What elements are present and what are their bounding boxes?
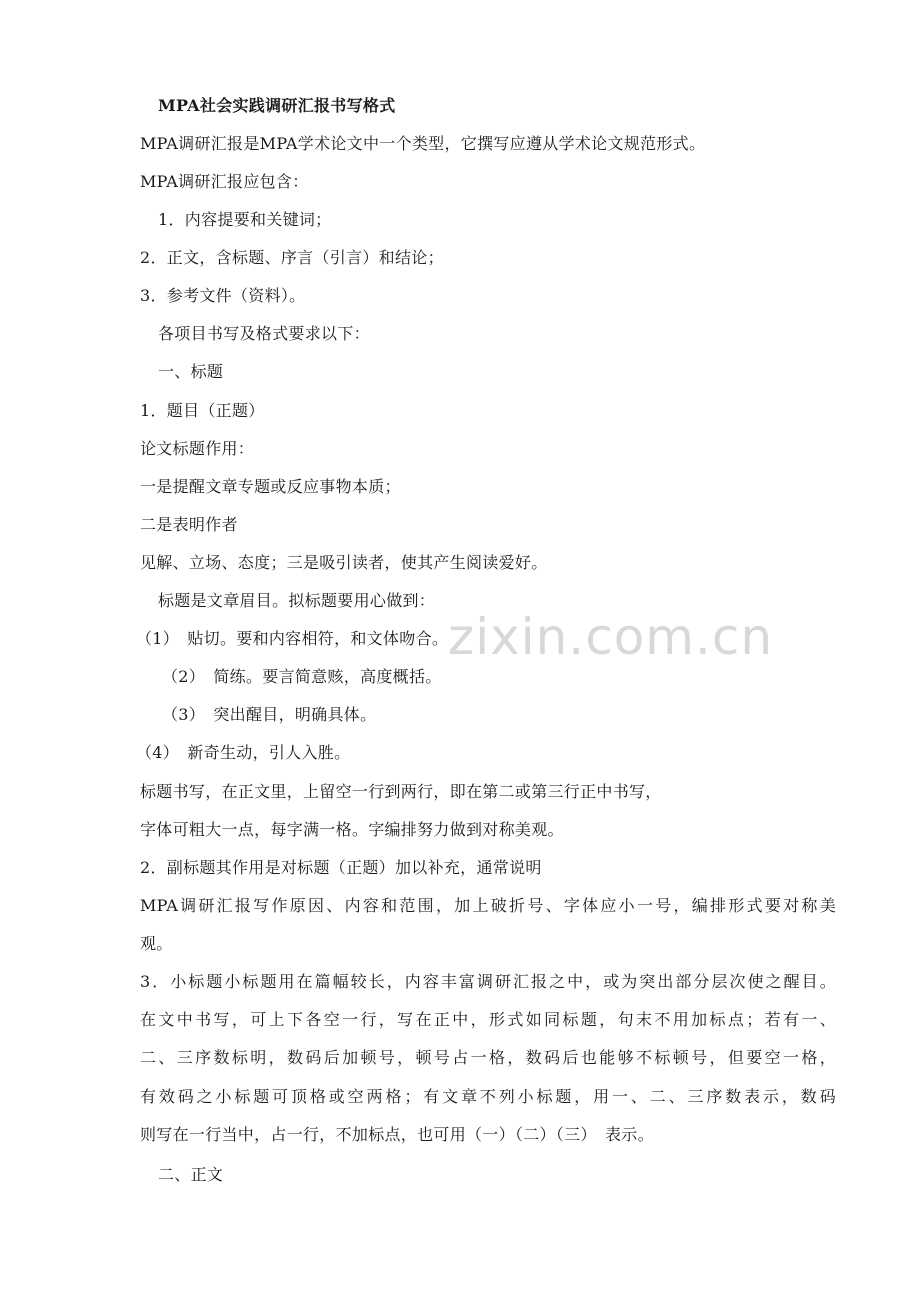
list-item: 1．内容提要和关键词； [158, 210, 332, 229]
subsection-heading: 2．副标题其作用是对标题（正题）加以补充，通常说明 [140, 858, 542, 877]
list-item: 2．正文，含标题、序言（引言）和结论； [140, 248, 444, 267]
list-item: 3．参考文件（资料）。 [140, 286, 306, 305]
paragraph-line: 观。 [140, 934, 173, 953]
list-item: （4） 新奇生动，引人入胜。 [136, 743, 351, 762]
paragraph-line: 3．小标题小标题用在篇幅较长，内容丰富调研汇报之中，或为突出部分层次使之醒目。 [140, 972, 836, 991]
paragraph-line: 二是表明作者 [140, 515, 238, 534]
paragraph-line: 标题书写，在正文里，上留空一行到两行，即在第二或第三行正中书写， [140, 782, 662, 801]
section-heading: 一、标题 [158, 362, 224, 381]
paragraph-line: MPA调研汇报是MPA学术论文中一个类型，它撰写应遵从学术论文规范形式。 [140, 134, 706, 153]
paragraph-line: 字体可粗大一点，每字满一格。字编排努力做到对称美观。 [140, 820, 564, 839]
list-item: （2） 简练。要言简意赅，高度概括。 [162, 667, 442, 686]
paragraph-line: 二、三序数标明，数码后加顿号，顿号占一格，数码后也能够不标顿号，但要空一格， [140, 1048, 836, 1067]
subsection-heading: 1．题目（正题） [140, 401, 265, 420]
paragraph-line: 则写在一行当中，占一行，不加标点，也可用（一）（二）（三） 表示。 [140, 1125, 654, 1144]
paragraph-line: 有效码之小标题可顶格或空两格；有文章不列小标题，用一、二、三序数表示，数码 [140, 1087, 836, 1106]
paragraph-line: 标题是文章眉目。拟标题要用心做到： [158, 591, 436, 610]
list-item: （1） 贴切。要和内容相符，和文体吻合。 [136, 629, 449, 648]
watermark-text: zixin.com.cn [448, 608, 774, 666]
section-heading: 二、正文 [158, 1165, 224, 1184]
paragraph-line: 各项目书写及格式要求以下： [158, 324, 370, 343]
paragraph-line: 论文标题作用： [140, 439, 255, 458]
document-title: MPA社会实践调研汇报书写格式 [158, 96, 396, 115]
paragraph-line: MPA调研汇报应包含： [140, 172, 309, 191]
paragraph-line: 在文中书写，可上下各空一行，写在正中，形式如同标题，句末不用加标点；若有一、 [140, 1010, 836, 1029]
paragraph-line: MPA调研汇报写作原因、内容和范围，加上破折号、字体应小一号，编排形式要对称美 [140, 896, 836, 915]
paragraph-line: 见解、立场、态度；三是吸引读者，使其产生阅读爱好。 [140, 553, 548, 572]
paragraph-line: 一是提醒文章专题或反应事物本质； [140, 477, 401, 496]
list-item: （3） 突出醒目，明确具体。 [162, 705, 377, 724]
